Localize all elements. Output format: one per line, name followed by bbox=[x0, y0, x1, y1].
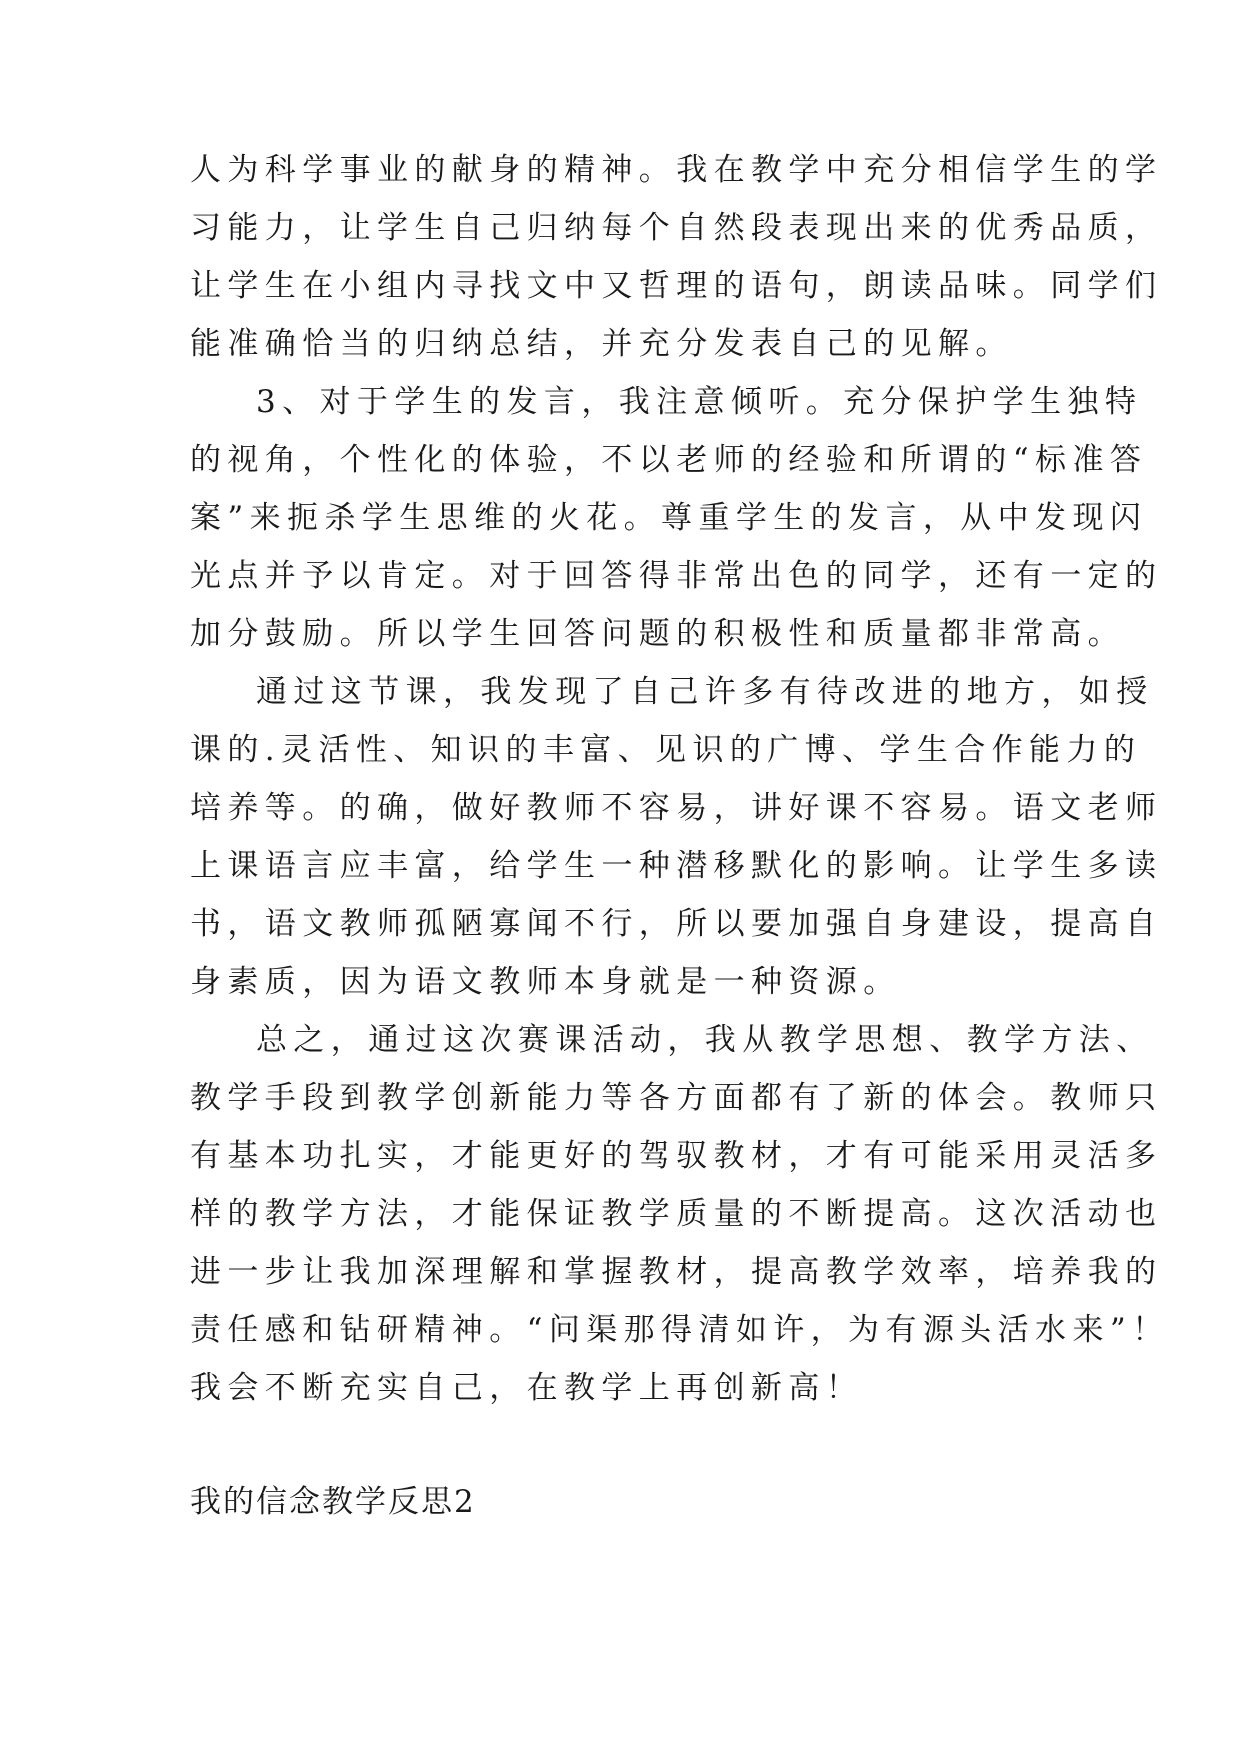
paragraph-1-line-1: 人为科学事业的献身的精神。我在教学中充分相信学生的学 bbox=[190, 152, 1163, 188]
paragraph-1-line-4: 能准确恰当的归纳总结，并充分发表自己的见解。 bbox=[190, 326, 1013, 362]
paragraph-2-line-3: 案”来扼杀学生思维的火花。尊重学生的发言，从中发现闪 bbox=[190, 500, 1148, 536]
paragraph-3-line-5: 书，语文教师孤陋寡闻不行，所以要加强自身建设，提高自 bbox=[190, 906, 1163, 942]
paragraph-2-line-1: 3、对于学生的发言，我注意倾听。充分保护学生独特 bbox=[256, 384, 1143, 420]
paragraph-4-line-6: 责任感和钻研精神。“问渠那得清如许，为有源头活水来”！ bbox=[190, 1312, 1170, 1348]
paragraph-4-line-2: 教学手段到教学创新能力等各方面都有了新的体会。教师只 bbox=[190, 1080, 1163, 1116]
paragraph-3-line-2: 课的.灵活性、知识的丰富、见识的广博、学生合作能力的 bbox=[190, 732, 1142, 768]
section-heading: 我的信念教学反思2 bbox=[190, 1484, 476, 1520]
paragraph-3-line-4: 上课语言应丰富，给学生一种潜移默化的影响。让学生多读 bbox=[190, 848, 1163, 884]
paragraph-3-line-1: 通过这节课，我发现了自己许多有待改进的地方，如授 bbox=[256, 674, 1154, 710]
paragraph-2-line-2: 的视角，个性化的体验，不以老师的经验和所谓的“标准答 bbox=[190, 442, 1148, 478]
paragraph-1-line-2: 习能力，让学生自己归纳每个自然段表现出来的优秀品质， bbox=[190, 210, 1163, 246]
paragraph-3-line-6: 身素质，因为语文教师本身就是一种资源。 bbox=[190, 964, 901, 1000]
paragraph-4-line-5: 进一步让我加深理解和掌握教材，提高教学效率，培养我的 bbox=[190, 1254, 1163, 1290]
paragraph-3-line-3: 培养等。的确，做好教师不容易，讲好课不容易。语文老师 bbox=[190, 790, 1163, 826]
paragraph-4-line-4: 样的教学方法，才能保证教学质量的不断提高。这次活动也 bbox=[190, 1196, 1163, 1232]
paragraph-4-line-7: 我会不断充实自己，在教学上再创新高！ bbox=[190, 1370, 864, 1406]
paragraph-2-line-5: 加分鼓励。所以学生回答问题的积极性和质量都非常高。 bbox=[190, 616, 1125, 652]
paragraph-1-line-3: 让学生在小组内寻找文中又哲理的语句，朗读品味。同学们 bbox=[190, 268, 1163, 304]
paragraph-4-line-3: 有基本功扎实，才能更好的驾驭教材，才有可能采用灵活多 bbox=[190, 1138, 1163, 1174]
paragraph-4-line-1: 总之，通过这次赛课活动，我从教学思想、教学方法、 bbox=[256, 1022, 1154, 1058]
paragraph-2-line-4: 光点并予以肯定。对于回答得非常出色的同学，还有一定的 bbox=[190, 558, 1163, 594]
